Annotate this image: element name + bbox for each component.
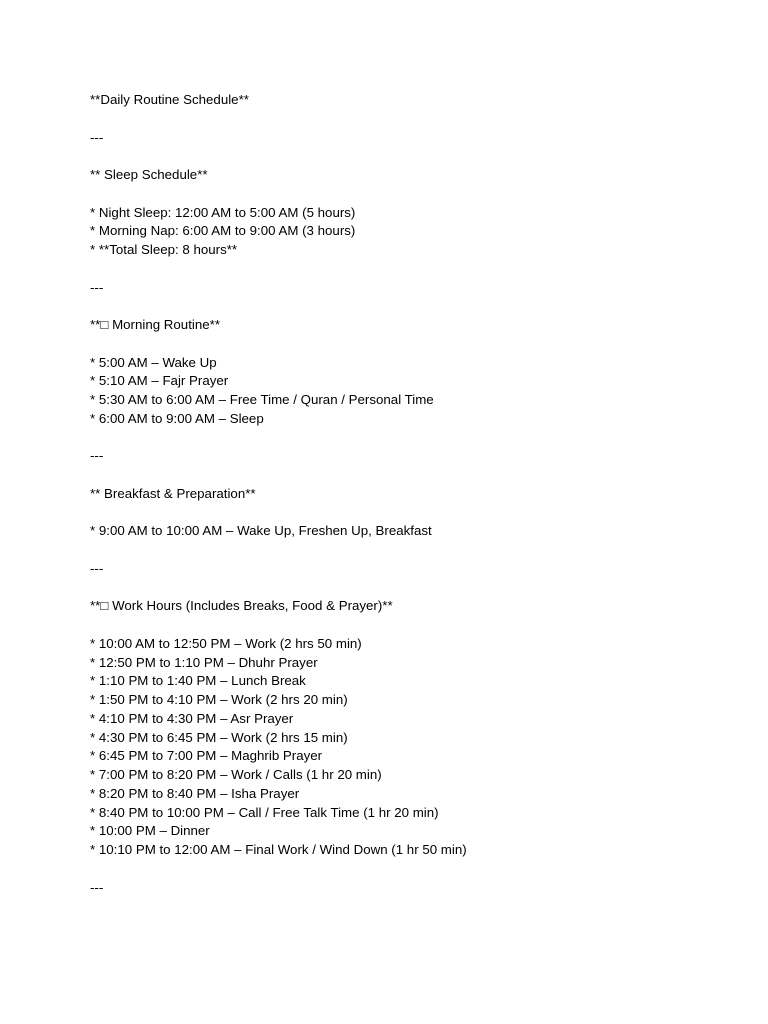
list-item: * 1:10 PM to 1:40 PM – Lunch Break	[90, 673, 306, 689]
list-item: * Morning Nap: 6:00 AM to 9:00 AM (3 hours)	[90, 223, 356, 239]
section-separator: ---	[90, 448, 104, 464]
list-item: * 8:40 PM to 10:00 PM – Call / Free Talk Time (1 hr 20 min)	[90, 804, 439, 820]
section-heading-sleep: ** Sleep Schedule**	[90, 167, 208, 182]
list-item: * 10:00 AM to 12:50 PM – Work (2 hrs 50 min)	[90, 635, 362, 651]
section-separator: ---	[90, 560, 104, 576]
list-item: * 5:10 AM – Fajr Prayer	[90, 373, 229, 389]
list-item: * 4:30 PM to 6:45 PM – Work (2 hrs 15 min)	[90, 729, 348, 745]
list-item: * 5:30 AM to 6:00 AM – Free Time / Quran / Personal Time	[90, 392, 434, 407]
list-item: * Night Sleep: 12:00 AM to 5:00 AM (5 hours)	[90, 204, 356, 220]
section-separator: ---	[90, 129, 104, 145]
list-item: * 10:00 PM – Dinner	[90, 823, 210, 839]
list-item: * **Total Sleep: 8 hours**	[90, 242, 238, 257]
list-item: * 6:00 AM to 9:00 AM – Sleep	[90, 410, 264, 426]
section-separator: ---	[90, 279, 104, 295]
section-heading-breakfast: ** Breakfast & Preparation**	[90, 485, 256, 501]
list-item: * 5:00 AM – Wake Up	[90, 354, 217, 370]
closing-separator: ---	[90, 879, 104, 895]
list-item: * 10:10 PM to 12:00 AM – Final Work / Wind Down (1 hr 50 min)	[90, 842, 467, 857]
list-item: * 7:00 PM to 8:20 PM – Work / Calls (1 hr 20 min)	[90, 767, 382, 782]
section-heading-work: **□ Work Hours (Includes Breaks, Food & Prayer)**	[90, 598, 393, 614]
section-heading-morning: **□ Morning Routine**	[90, 317, 220, 332]
list-item: * 6:45 PM to 7:00 PM – Maghrib Prayer	[90, 748, 323, 764]
list-item: * 9:00 AM to 10:00 AM – Wake Up, Freshen Up, Breakfast	[90, 523, 432, 539]
document-body	[90, 91, 730, 897]
list-item: * 12:50 PM to 1:10 PM – Dhuhr Prayer	[90, 654, 318, 670]
list-item: * 8:20 PM to 8:40 PM – Isha Prayer	[90, 785, 300, 801]
list-item: * 4:10 PM to 4:30 PM – Asr Prayer	[90, 710, 294, 726]
document-title: **Daily Routine Schedule**	[90, 92, 249, 107]
list-item: * 1:50 PM to 4:10 PM – Work (2 hrs 20 min)	[90, 692, 348, 707]
